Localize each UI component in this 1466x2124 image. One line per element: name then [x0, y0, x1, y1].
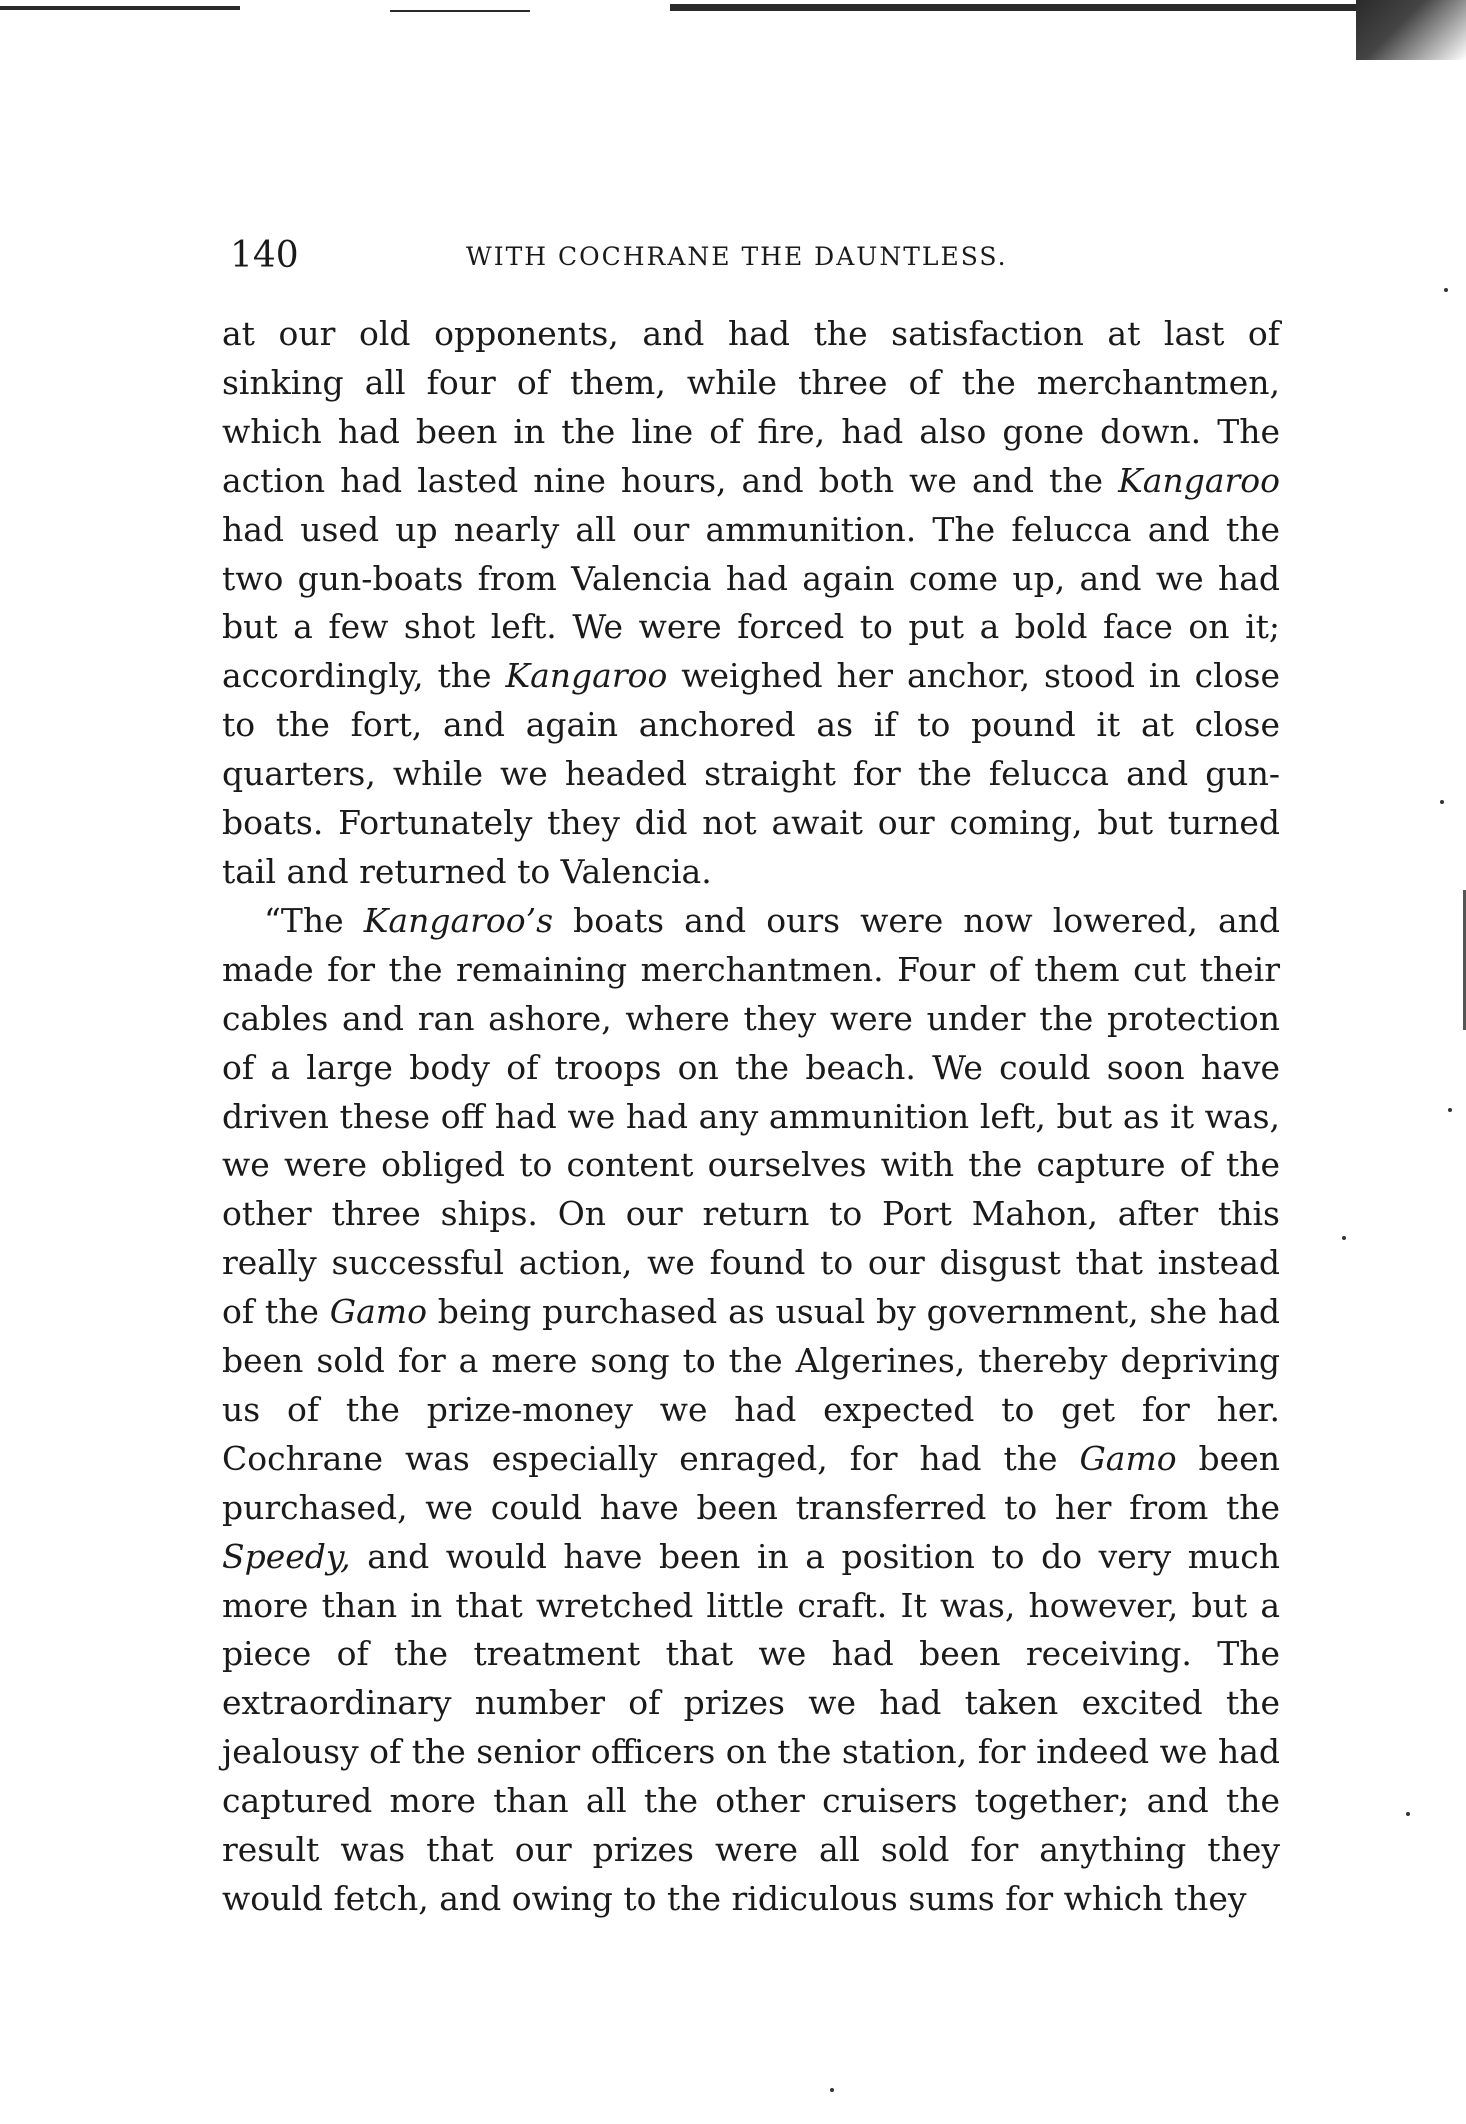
scan-speck: [1440, 800, 1444, 804]
page-number: 140: [230, 235, 299, 276]
body-text: [222, 310, 1280, 1924]
ship-name: Gamo: [329, 1292, 427, 1332]
ship-name: Kangaroo: [505, 656, 668, 696]
scan-rule: [670, 4, 1466, 11]
scan-speck: [1444, 288, 1448, 292]
ship-name: Kangaroo’s: [363, 900, 554, 940]
text-run: and would have been in a position to do very much more than in that wretched little craft. It was, however, but a piece of the treatment that we had been receiving. The extraordinary number of prizes we had taken excited the jealousy of the senior officers on the station, for indeed we had captured more than all the other cruisers together; and the result was that our prizes were all sold for anything they would fetch, and owing to the ridiculous sums for which they: [222, 1536, 1280, 1918]
scan-rule: [0, 6, 240, 10]
text-run: been purchased, we could have been transferred to her from the: [222, 1438, 1280, 1527]
paragraph-2: [222, 897, 1280, 1924]
text-run: at our old opponents, and had the satisfaction at last of sinking all four of them, while three of the merchantmen, which had been in the line of fire, had also gone down. The action had lasted nine hours, and both we and the: [222, 314, 1280, 500]
text-run: being purchased as usual by government, she had been sold for a mere song to the Algerines, thereby depriving us of the prize-money we had expected to get for her. Cochrane was especially enraged, for had the: [222, 1292, 1280, 1478]
text-run: boats and ours were now lowered, and made for the remaining merchantmen. Four of them cut their cables and ran ashore, where they were under the protection of a large body of troops on the beach. We could soon have driven these off had we had any ammunition left, but as it was, we were obliged to content ourselves with the capture of the other three ships. On our return to Port Mahon, after this really successful action, we found to our disgust that instead of the: [222, 900, 1280, 1332]
scan-speck: [1406, 1812, 1410, 1816]
paragraph-1: [222, 310, 1280, 897]
running-head: WITH COCHRANE THE DAUNTLESS.: [466, 242, 1008, 271]
scan-edge-shadow: [1356, 0, 1466, 60]
ship-name: Kangaroo: [1118, 460, 1280, 500]
scan-rule: [390, 10, 530, 12]
text-run: weighed her anchor, stood in close to the fort, and again anchored as if to pound it at close quarters, while we headed straight for the felucca and gun-boats. Fortunately they did not await our coming, but turned tail and returned to Valencia.: [222, 656, 1280, 891]
ship-name: Speedy,: [222, 1536, 351, 1576]
scan-speck: [1342, 1236, 1346, 1240]
text-run: “The: [264, 900, 364, 940]
ship-name: Gamo: [1079, 1438, 1177, 1478]
scan-speck: [1448, 1108, 1452, 1112]
scan-speck: [830, 2088, 834, 2092]
text-run: had used up nearly all our ammunition. The felucca and the two gun-boats from Valencia had again come up, and we had but a few shot left. We were forced to put a bold face on it; accordingly, the: [222, 509, 1280, 696]
